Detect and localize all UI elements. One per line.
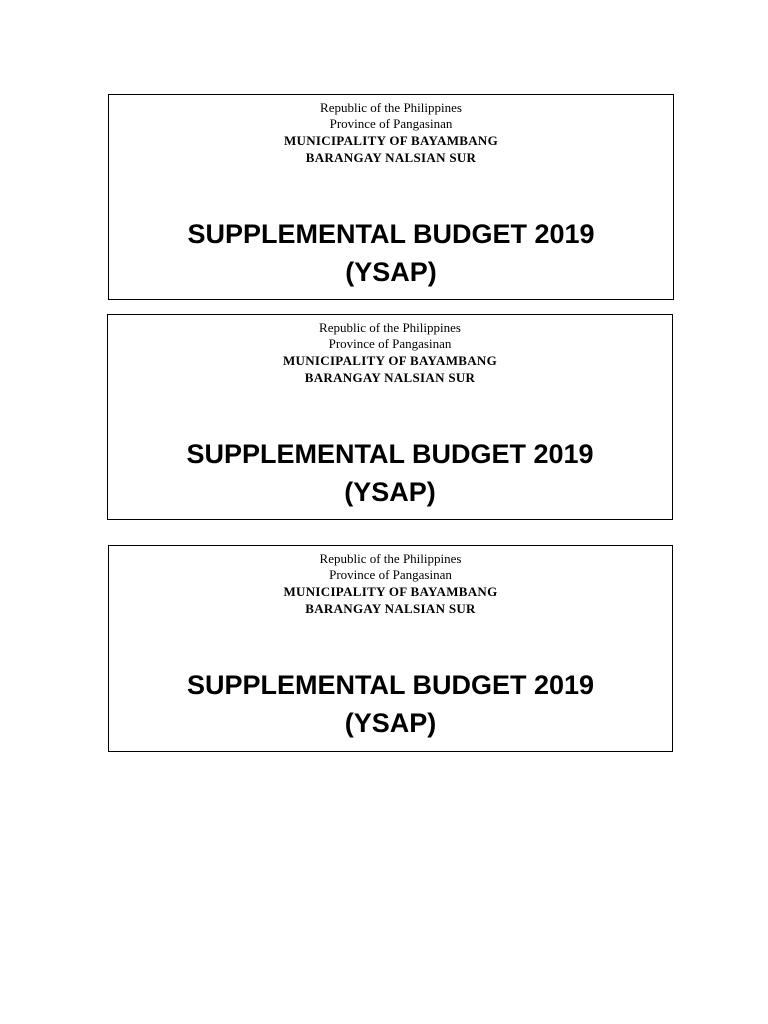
province-line: Province of Pangasinan (329, 567, 452, 582)
barangay-line: BARANGAY NALSIAN SUR (305, 150, 477, 165)
municipality-line: MUNICIPALITY OF BAYAMBANG (283, 584, 498, 599)
label-header (108, 315, 672, 386)
label-title: SUPPLEMENTAL BUDGET 2019 (186, 670, 595, 700)
republic-line: Republic of the Philippines (319, 551, 462, 566)
barangay-line: BARANGAY NALSIAN SUR (304, 370, 476, 385)
republic-line: Republic of the Philippines (320, 100, 462, 115)
label-subtitle: (YSAP) (345, 257, 437, 287)
label-title-block (109, 215, 673, 291)
label-subtitle: (YSAP) (344, 477, 436, 507)
budget-label-2 (107, 314, 673, 520)
label-header (109, 546, 672, 617)
label-title: SUPPLEMENTAL BUDGET 2019 (187, 219, 595, 249)
budget-label-3 (108, 545, 673, 752)
province-line: Province of Pangasinan (329, 116, 453, 131)
province-line: Province of Pangasinan (328, 336, 452, 351)
republic-line: Republic of the Philippines (319, 320, 461, 335)
municipality-line: MUNICIPALITY OF BAYAMBANG (282, 353, 498, 368)
label-header (109, 95, 673, 166)
barangay-line: BARANGAY NALSIAN SUR (305, 601, 476, 616)
label-title-block (108, 435, 672, 511)
budget-label-1 (108, 94, 674, 300)
label-title: SUPPLEMENTAL BUDGET 2019 (186, 439, 594, 469)
municipality-line: MUNICIPALITY OF BAYAMBANG (283, 133, 499, 148)
label-title-block (109, 666, 672, 742)
label-subtitle: (YSAP) (344, 708, 437, 738)
